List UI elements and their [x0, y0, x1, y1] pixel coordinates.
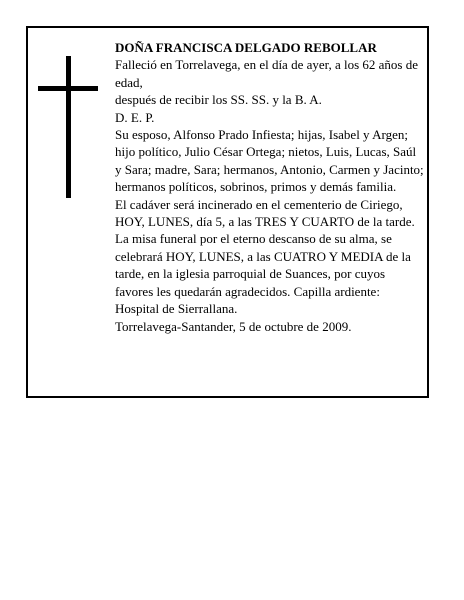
funeral-details: El cadáver será incinerado en el cementerio de Ciriego, HOY, LUNES, día 5, a las TRES Y CUARTO de la tarde. La misa funeral por el eterno descanso de su alma, se celebrará HOY, LUNES, a las CUATRO Y MEDIA de la tarde, en la iglesia parroquial de Suances, por cuyos favores les quedarán agradecidos. Capilla ardiente: Hospital de Sierrallana. [115, 196, 415, 317]
notice-body [115, 39, 425, 335]
deceased-name: DOÑA FRANCISCA DELGADO REBOLLAR [115, 40, 377, 55]
cross-vertical-bar [66, 56, 71, 198]
family-list: Su esposo, Alfonso Prado Infiesta; hijas, Isabel y Argen; hijo político, Julio César Ortega; nietos, Luis, Lucas, Saúl y Sara; madre, Sara; hermanos, Antonio, Carmen y Jacinto; hermanos políticos, sobrinos, primos y demás familia. [115, 127, 424, 195]
place-and-date: Torrelavega-Santander, 5 de octubre de 2009. [115, 318, 352, 334]
cross-horizontal-bar [38, 86, 98, 91]
obituary-notice [26, 26, 429, 398]
sacraments-line: después de recibir los SS. SS. y la B. A. [115, 92, 322, 108]
rest-in-peace-line: D. E. P. [115, 109, 155, 125]
death-announcement: Falleció en Torrelavega, en el día de ayer, a los 62 años de edad, [115, 57, 418, 90]
